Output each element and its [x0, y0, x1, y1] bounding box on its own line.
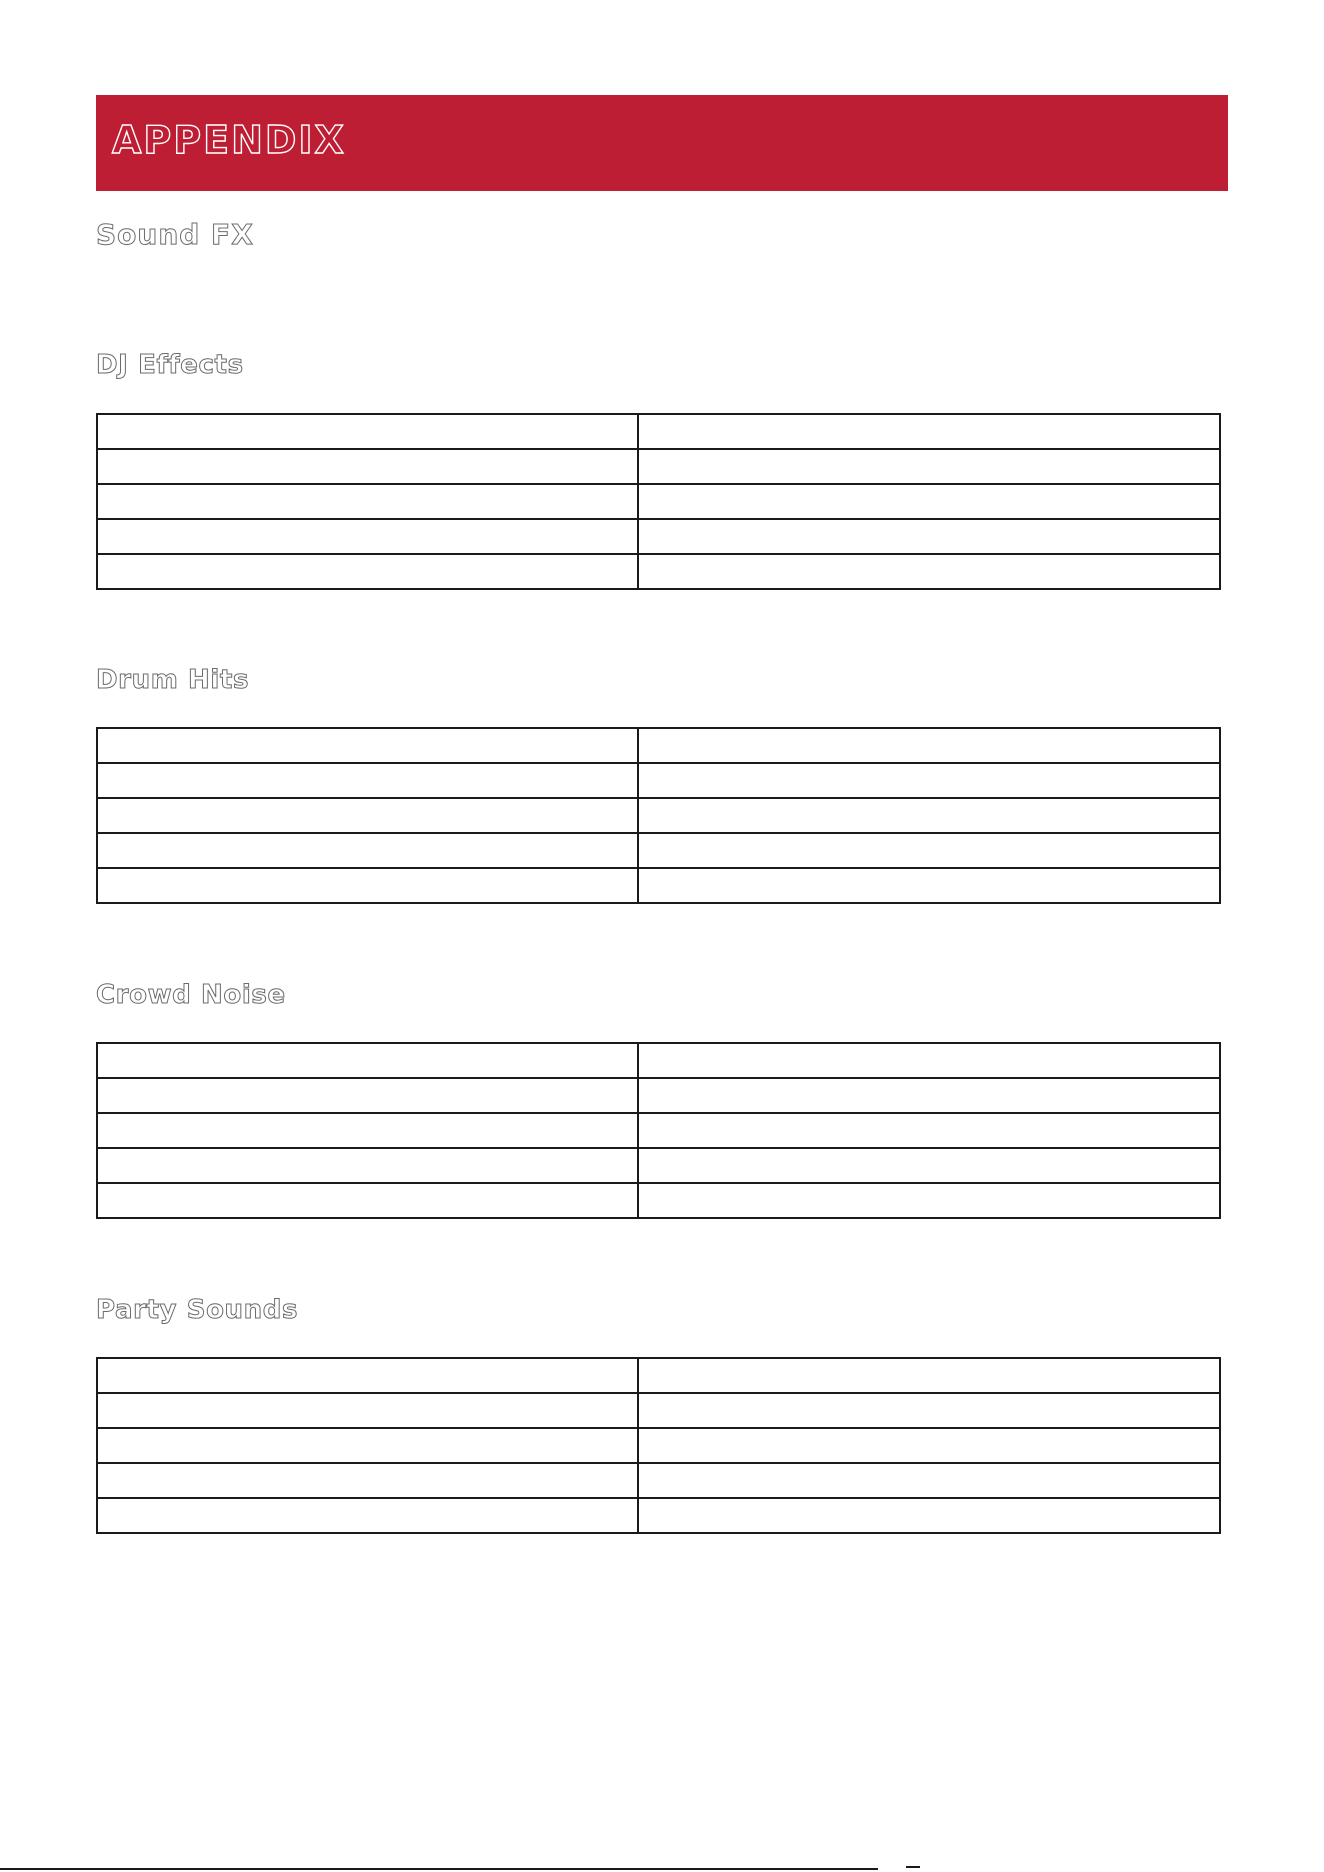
- table-cell: [638, 1078, 1220, 1113]
- table-cell: [638, 763, 1220, 798]
- table-cell: [97, 728, 638, 763]
- table-cell: [97, 519, 638, 554]
- table-cell: [638, 1358, 1220, 1393]
- table-cell: [97, 868, 638, 903]
- table-row: [97, 1043, 1220, 1078]
- table-cell: [97, 1463, 638, 1498]
- table-row: [97, 1498, 1220, 1533]
- drum-hits-table: [96, 727, 1221, 904]
- table-cell: [638, 798, 1220, 833]
- table-row: [97, 798, 1220, 833]
- table-cell: [97, 1498, 638, 1533]
- table-row: [97, 554, 1220, 589]
- table-cell: [97, 484, 638, 519]
- table-cell: [97, 833, 638, 868]
- group-title-crowd-noise: Crowd Noise: [96, 980, 286, 1010]
- table-row: [97, 449, 1220, 484]
- table-row: [97, 1358, 1220, 1393]
- table-row: [97, 1078, 1220, 1113]
- table-row: [97, 519, 1220, 554]
- table-cell: [638, 868, 1220, 903]
- table-row: [97, 1463, 1220, 1498]
- banner-title: APPENDIX: [112, 118, 346, 162]
- table-row: [97, 484, 1220, 519]
- section-title: Sound FX: [96, 218, 254, 251]
- table-cell: [638, 484, 1220, 519]
- table-cell: [638, 1393, 1220, 1428]
- table-cell: [97, 763, 638, 798]
- footer-rule: [0, 1868, 878, 1870]
- table-cell: [638, 1498, 1220, 1533]
- table-cell: [97, 1358, 638, 1393]
- table-row: [97, 728, 1220, 763]
- table-row: [97, 833, 1220, 868]
- group-title-dj-effects: DJ Effects: [96, 350, 244, 380]
- table-cell: [97, 1183, 638, 1218]
- table-cell: [97, 1428, 638, 1463]
- table-cell: [638, 554, 1220, 589]
- table-cell: [638, 1428, 1220, 1463]
- table-row: [97, 868, 1220, 903]
- table-row: [97, 414, 1220, 449]
- table-row: [97, 1148, 1220, 1183]
- crowd-noise-table: [96, 1042, 1221, 1219]
- dj-effects-table: [96, 413, 1221, 590]
- table-row: [97, 763, 1220, 798]
- table-cell: [97, 1043, 638, 1078]
- table-cell: [97, 1078, 638, 1113]
- group-title-drum-hits: Drum Hits: [96, 665, 250, 695]
- table-cell: [638, 414, 1220, 449]
- table-cell: [97, 1113, 638, 1148]
- table-cell: [97, 554, 638, 589]
- table-cell: [97, 1393, 638, 1428]
- table-row: [97, 1113, 1220, 1148]
- table-row: [97, 1393, 1220, 1428]
- table-cell: [97, 414, 638, 449]
- table-row: [97, 1183, 1220, 1218]
- party-sounds-table: [96, 1357, 1221, 1534]
- footer-mark: [906, 1866, 920, 1868]
- table-cell: [638, 519, 1220, 554]
- table-cell: [638, 728, 1220, 763]
- table-cell: [638, 833, 1220, 868]
- group-title-party-sounds: Party Sounds: [96, 1295, 299, 1325]
- table-cell: [638, 449, 1220, 484]
- appendix-banner: [96, 95, 1228, 191]
- table-cell: [638, 1183, 1220, 1218]
- table-cell: [97, 449, 638, 484]
- table-row: [97, 1428, 1220, 1463]
- table-cell: [97, 1148, 638, 1183]
- table-cell: [638, 1148, 1220, 1183]
- table-cell: [638, 1463, 1220, 1498]
- table-cell: [638, 1043, 1220, 1078]
- table-cell: [638, 1113, 1220, 1148]
- table-cell: [97, 798, 638, 833]
